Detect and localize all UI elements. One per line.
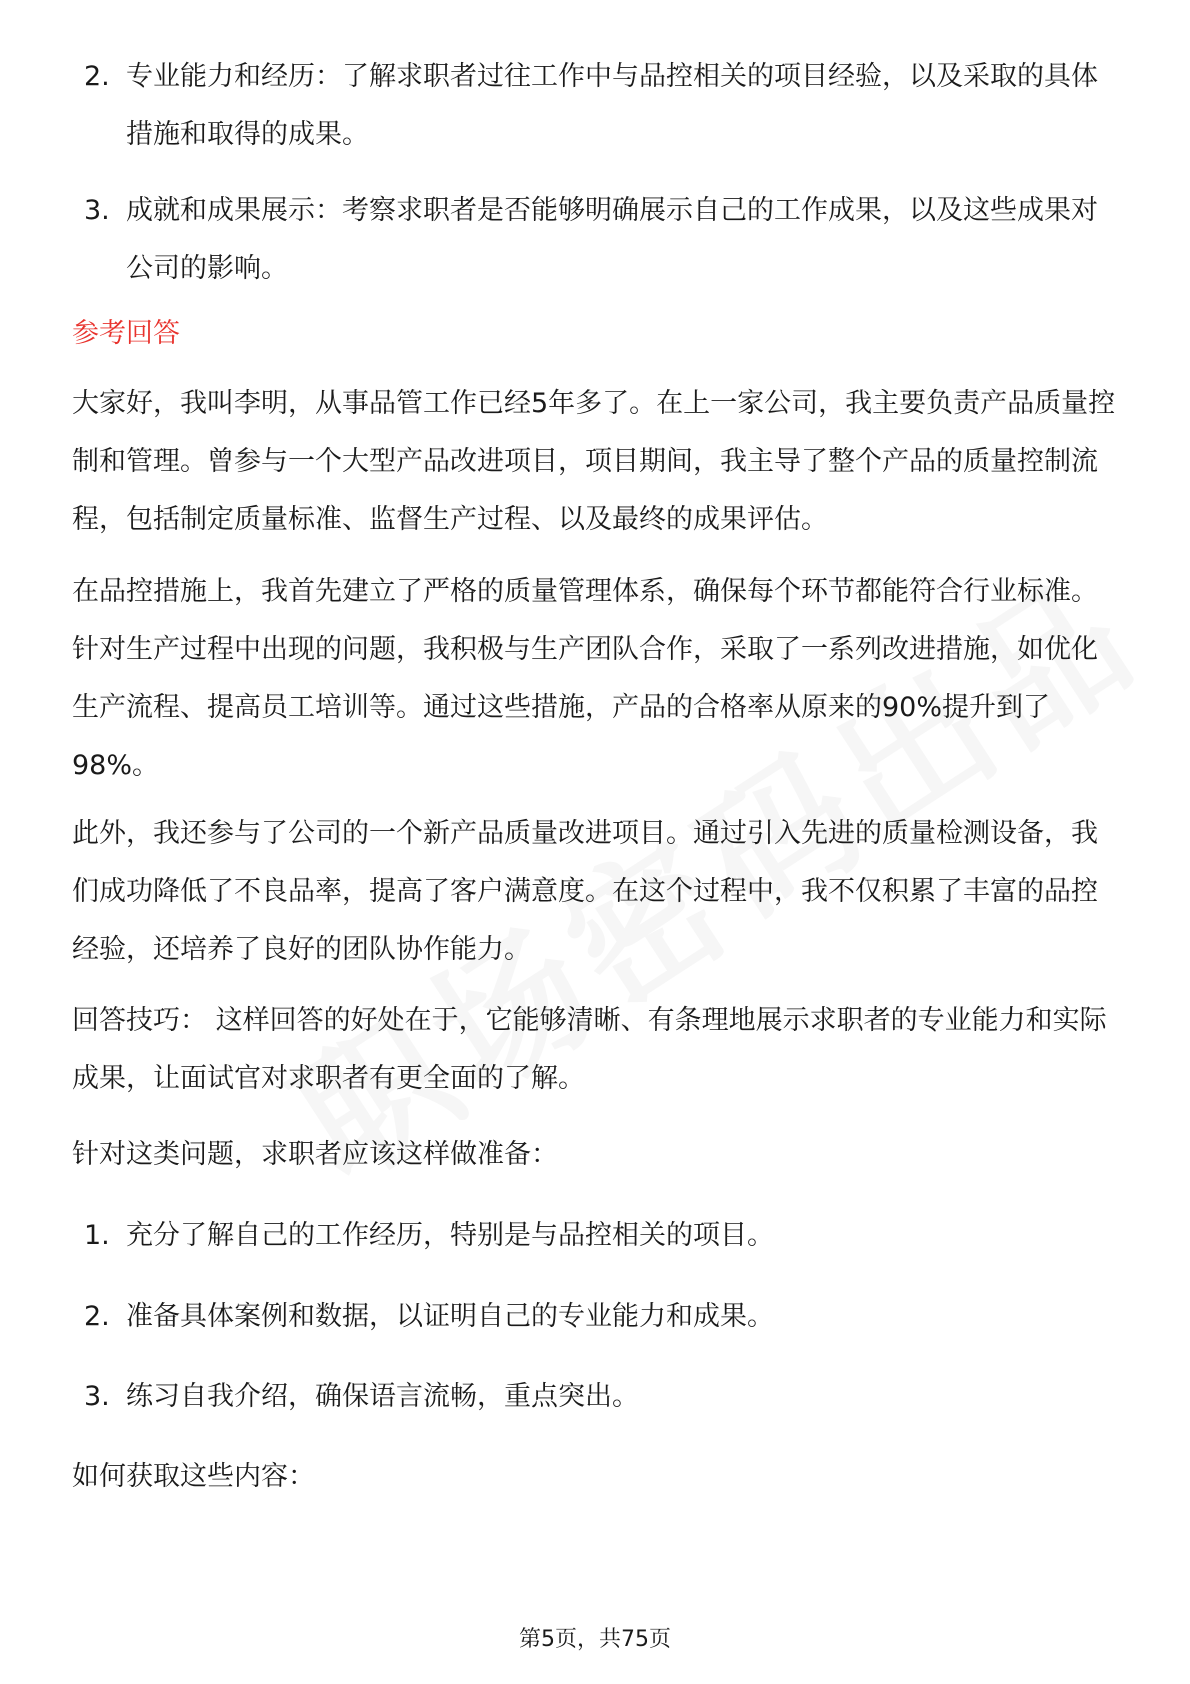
list-number: 3.: [84, 195, 110, 226]
list-text: 练习自我介绍，确保语言流畅，重点突出。: [126, 1381, 639, 1412]
paragraph: 大家好，我叫李明，从事品管工作已经5年多了。在上一家公司，我主要负责产品质量控制和管理。曾参与一个大型产品改进项目，项目期间，我主导了整个产品的质量控制流程，包括制定质量标准、监督生产过程、以及最终的成果评估。: [72, 388, 1116, 535]
section-heading: 参考回答: [72, 318, 180, 349]
list-number: 1.: [84, 1220, 110, 1251]
list-number: 2.: [84, 1301, 110, 1332]
list-item: [84, 1368, 1124, 1426]
page-number: 第5页，共75页: [519, 1627, 671, 1652]
list-text: 充分了解自己的工作经历，特别是与品控相关的项目。: [126, 1220, 774, 1251]
paragraph: 在品控措施上，我首先建立了严格的质量管理体系，确保每个环节都能符合行业标准。针对生产过程中出现的问题，我积极与生产团队合作，采取了一系列改进措施，如优化生产流程、提高员工培训等。通过这些措施，产品的合格率从原来的90%提升到了98%。: [72, 576, 1098, 781]
list-text: 准备具体案例和数据，以证明自己的专业能力和成果。: [126, 1301, 774, 1332]
list-item: [84, 1288, 1124, 1346]
list-text: 专业能力和经历：了解求职者过往工作中与品控相关的项目经验，以及采取的具体措施和取得的成果。: [126, 61, 1098, 150]
list-number: 2.: [84, 61, 110, 92]
list-item: [84, 1207, 1124, 1265]
paragraph: 针对这类问题，求职者应该这样做准备：: [72, 1139, 558, 1170]
list-item: [84, 182, 1124, 298]
list-item: [84, 48, 1124, 164]
paragraph: 回答技巧： 这样回答的好处在于，它能够清晰、有条理地展示求职者的专业能力和实际成果，让面试官对求职者有更全面的了解。: [72, 1005, 1107, 1094]
list-number: 3.: [84, 1381, 110, 1412]
list-text: 成就和成果展示：考察求职者是否能够明确展示自己的工作成果，以及这些成果对公司的影响。: [126, 195, 1098, 284]
paragraph: 此外，我还参与了公司的一个新产品质量改进项目。通过引入先进的质量检测设备，我们成功降低了不良品率，提高了客户满意度。在这个过程中，我不仅积累了丰富的品控经验，还培养了良好的团队协作能力。: [72, 818, 1098, 965]
paragraph: 如何获取这些内容：: [72, 1461, 315, 1492]
